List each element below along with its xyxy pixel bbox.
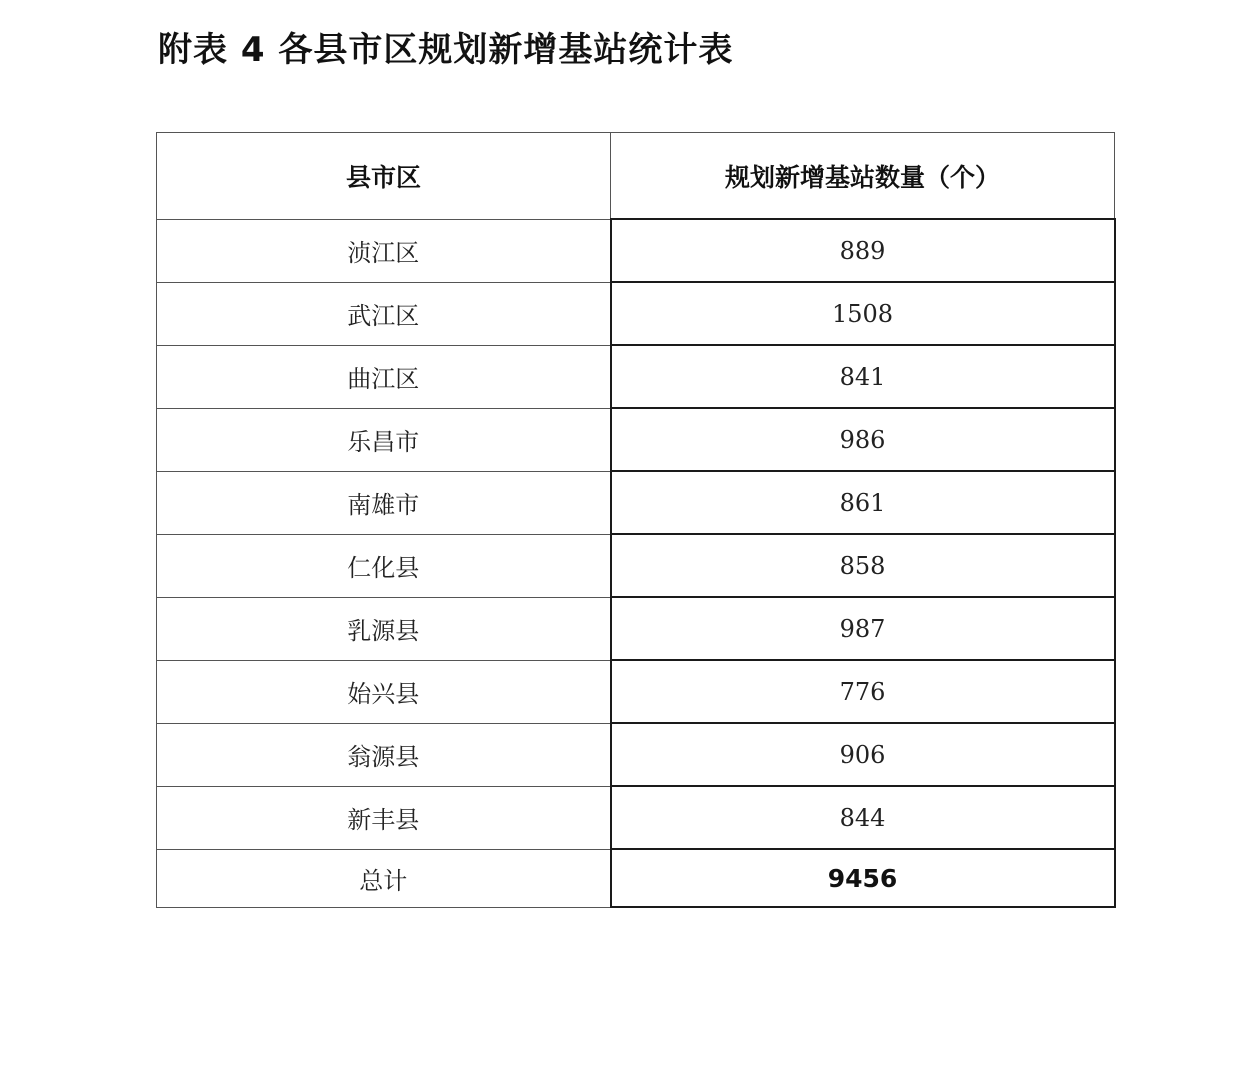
table-row — [157, 408, 1115, 471]
district-cell: 浈江区 — [157, 219, 611, 282]
count-cell: 986 — [611, 408, 1115, 471]
count-cell: 776 — [611, 660, 1115, 723]
count-cell: 906 — [611, 723, 1115, 786]
district-cell: 乐昌市 — [157, 408, 611, 471]
table-row — [157, 660, 1115, 723]
count-cell: 844 — [611, 786, 1115, 849]
count-cell: 858 — [611, 534, 1115, 597]
table-row — [157, 597, 1115, 660]
table-row — [157, 786, 1115, 849]
page-title: 附表 4 各县市区规划新增基站统计表 — [158, 30, 734, 70]
table-row — [157, 282, 1115, 345]
district-cell: 始兴县 — [157, 660, 611, 723]
table-header-row — [157, 133, 1115, 220]
district-cell: 南雄市 — [157, 471, 611, 534]
district-cell: 武江区 — [157, 282, 611, 345]
table-row — [157, 534, 1115, 597]
total-label-cell: 总计 — [157, 849, 611, 907]
count-cell: 1508 — [611, 282, 1115, 345]
total-row — [157, 849, 1115, 907]
district-cell: 曲江区 — [157, 345, 611, 408]
district-cell: 翁源县 — [157, 723, 611, 786]
count-column-header: 规划新增基站数量（个） — [611, 133, 1115, 220]
table-row — [157, 471, 1115, 534]
count-cell: 889 — [611, 219, 1115, 282]
count-cell: 841 — [611, 345, 1115, 408]
district-cell: 新丰县 — [157, 786, 611, 849]
district-cell: 乳源县 — [157, 597, 611, 660]
table-row — [157, 723, 1115, 786]
district-cell: 仁化县 — [157, 534, 611, 597]
district-column-header: 县市区 — [157, 133, 611, 220]
base-station-stats-table — [156, 132, 1116, 908]
count-cell: 987 — [611, 597, 1115, 660]
table-row — [157, 219, 1115, 282]
count-cell: 861 — [611, 471, 1115, 534]
table-row — [157, 345, 1115, 408]
total-count-cell: 9456 — [611, 849, 1115, 907]
